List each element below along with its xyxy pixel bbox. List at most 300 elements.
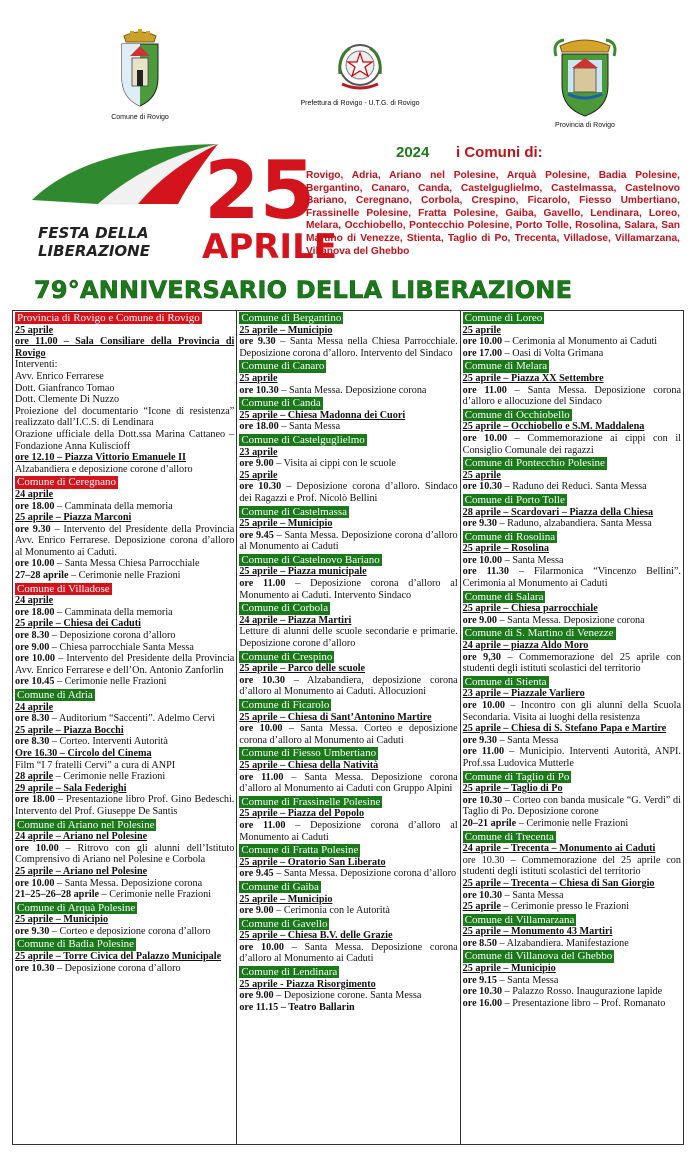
event-text: – Incontro con gli alunni della Scuola Secondaria. Visita ai luoghi della resistenza (462, 700, 681, 723)
event-time: ore 8.30 (15, 736, 50, 748)
comune-heading: Comune di Villamarzana (464, 913, 575, 926)
event-time: ore 11.15 – Teatro Ballarin (239, 1001, 355, 1013)
event-date: 24 aprile (15, 701, 54, 713)
comune-heading: Comune di Adria (17, 689, 93, 701)
comune-heading: Comune di Ariano nel Polesine (17, 818, 155, 831)
comune-heading: Comune di Rosolina (464, 530, 556, 543)
event-text: – Santa Messa Chiesa Parrocchiale (54, 558, 200, 570)
event-text: – Cerimonie nelle Frazioni (516, 817, 629, 829)
event-line (239, 578, 457, 601)
event-date: 24 aprile – Trecenta – Monumento ai Caduti (462, 843, 656, 855)
event-text: ore 10.30 – Commemorazione del 25 aprile con studenti degli istituti scolastici del territorio (462, 854, 681, 878)
event-line (463, 433, 681, 456)
event-line (463, 700, 681, 723)
event-line (15, 914, 234, 926)
event-time: 20–21 aprile (462, 817, 517, 829)
event-line (463, 543, 681, 555)
event-text: Letture di alunni delle scuole secondarie e primarie. Deposizione corone d’alloro (239, 626, 458, 650)
event-text: – Alzabandiera. Manifestazione (496, 937, 629, 949)
event-line (463, 926, 681, 938)
event-date: 25 aprile – Piazza XX Settembre (462, 372, 604, 384)
event-text: – Cerimonia con le Autorità (273, 905, 390, 917)
event-time: ore 8.30 (15, 713, 50, 725)
event-line (15, 963, 234, 975)
comune-heading: Comune di Salara (464, 590, 544, 603)
event-line (463, 855, 681, 878)
hero-year: 2024 (396, 144, 430, 161)
event-line (239, 325, 457, 337)
comune-heading: Comune di Porto Tolle (464, 493, 565, 506)
event-time: ore 10.00 (462, 700, 505, 711)
comune-heading: Comune di Castelguglielmo (241, 433, 365, 446)
event-line (239, 894, 457, 906)
event-date: 25 aprile – Piazza Marconi (15, 512, 132, 524)
hero-heading: i Comuni di: (456, 144, 543, 161)
event-date: 24 aprile – piazza Aldo Moro (462, 640, 589, 652)
rovigo-crest-icon (118, 28, 162, 110)
comune-heading: Comune di Pontecchio Polesine (464, 457, 605, 470)
event-time: ore 11.00 (462, 746, 505, 758)
rovigo-caption: Comune di Rovigo (111, 114, 169, 121)
festa-line2: LIBERAZIONE (38, 242, 150, 260)
event-time: ore 11.00 (239, 771, 284, 783)
event-line (15, 359, 234, 371)
event-time: ore 18.00 (15, 500, 55, 512)
event-line (15, 630, 234, 642)
provincia-crest-icon (554, 32, 616, 118)
event-line (239, 518, 457, 530)
event-date: 25 aprile (462, 324, 501, 336)
event-date: 25 aprile – Chiesa della Natività (239, 759, 379, 771)
event-time: ore 9.30 (15, 925, 50, 937)
event-text: – Santa Messa (496, 974, 559, 986)
event-date: 25 aprile – Municipio (239, 324, 333, 336)
comune-heading: Comune di Melara (464, 360, 548, 373)
event-line (239, 820, 457, 843)
comune-heading: Comune di Castelnovo Bariano (241, 553, 380, 566)
event-text: – Raduno, alzabandiera. Santa Messa (496, 518, 652, 530)
event-text: Dott. Gianfranco Tomao (15, 382, 115, 394)
event-time: ore 16.00 (462, 997, 503, 1009)
event-line (239, 990, 457, 1002)
event-date: 25 aprile – Occhiobello e S.M. Maddalena (462, 421, 645, 433)
event-line (15, 713, 234, 725)
event-line (463, 735, 681, 747)
event-line (239, 942, 457, 965)
event-line (15, 501, 234, 513)
event-date: 25 aprile – Chiesa parrocchiale (462, 603, 598, 615)
comune-heading: Comune di Crespino (241, 650, 333, 663)
event-line (463, 746, 681, 769)
comune-heading: Comune di Bergantino (241, 312, 342, 324)
event-date: 24 aprile – Ariano nel Polesine (15, 831, 148, 843)
event-line (239, 481, 457, 504)
event-date: 25 aprile – Chiesa dei Caduti (15, 618, 141, 630)
comune-heading: Comune di Arquà Polesine (17, 901, 136, 914)
event-text: – Cerimonie nelle Frazioni (68, 570, 181, 582)
event-line (239, 470, 457, 482)
event-line (15, 702, 234, 714)
event-text: – Santa Messa. Corteo e deposizione corona d’alloro al Monumento ai Caduti (239, 723, 458, 746)
event-text: Avv. Enrico Ferrarese (15, 370, 104, 382)
event-time: ore 9.30 (462, 518, 497, 530)
event-time: ore 10.00 (462, 554, 503, 566)
event-line (239, 385, 457, 397)
prefettura-caption: Prefettura di Rovigo - U.T.G. di Rovigo (300, 100, 420, 107)
event-text: – Santa Messa. Deposizione corona d’alloro al Monumento ai Caduti (239, 529, 458, 553)
event-date: 25 aprile – Rosolina (462, 543, 549, 555)
event-time: ore 9.00 (239, 990, 274, 1002)
event-line (15, 843, 234, 866)
event-line (239, 373, 457, 385)
program-grid (12, 310, 684, 1145)
event-text: Proiezione del documentario “Icone di resistenza” realizzato dall’I.C.S. di Lendinara (15, 405, 235, 429)
event-date: 25 aprile (239, 469, 278, 481)
event-date: 28 aprile (15, 771, 54, 783)
comune-heading: Provincia di Rovigo e Comune di Rovigo (17, 312, 200, 324)
event-date: 25 aprile – Piazza Bocchi (15, 724, 124, 736)
event-time: ore 9.15 (462, 974, 497, 986)
event-line (463, 566, 681, 589)
event-line (15, 676, 234, 688)
event-date: ore 11.00 – Sala Consiliare della Provincia di Rovigo (15, 336, 235, 359)
event-line (15, 524, 234, 559)
event-line (15, 558, 234, 570)
event-date: 25 aprile – Municipio (239, 518, 333, 530)
comune-heading: Comune di Gaiba (241, 880, 319, 893)
comune-heading: Comune di Castelmassa (241, 505, 348, 518)
event-line (15, 595, 234, 607)
event-time: ore 10.30 (15, 962, 55, 974)
event-line (239, 458, 457, 470)
event-line (15, 429, 234, 452)
event-text: – Santa Messa (496, 734, 559, 746)
event-time: ore 10.30 (462, 481, 503, 493)
event-line (15, 951, 234, 963)
event-line (15, 570, 234, 582)
event-line (15, 371, 234, 383)
event-text: Interventi: (15, 359, 58, 371)
event-time: ore 9.30 (239, 336, 276, 348)
event-line (15, 926, 234, 938)
event-time: ore 10.30 (239, 384, 279, 396)
event-date: 25 aprile – Municipio (15, 914, 109, 926)
event-text: – Commemorazione ai cippi con il Consiglio Comunale dei ragazzi (462, 432, 681, 456)
event-text: – Cerimonie nelle Frazioni (99, 889, 212, 901)
comune-heading: Comune di Canda (241, 397, 321, 410)
event-text: – Presentazione libro – Prof. Romanato (502, 997, 666, 1009)
event-line (15, 336, 234, 359)
event-line (15, 736, 234, 748)
event-time: ore 10.00 (239, 723, 283, 735)
event-line (239, 930, 457, 942)
event-line (15, 831, 234, 843)
comune-heading: Comune di Villadose (17, 582, 110, 595)
event-text: – Intervento del Presidente della Provincia Avv. Enrico Ferrarese e dell’On. Antonio Zanforlin (15, 653, 235, 676)
event-date: 25 aprile (462, 901, 501, 913)
event-date: 25 aprile – Chiesa di S. Stefano Papa e Martire (462, 723, 667, 735)
event-line (239, 410, 457, 422)
event-text: Alzabandiera e deposizione corone d’alloro (15, 463, 193, 475)
event-line (239, 675, 457, 698)
event-date: 25 aprile – Parco delle scuole (239, 663, 366, 675)
comune-heading: Comune di Loreo (464, 312, 543, 324)
event-date: 23 aprile (239, 446, 278, 458)
comune-heading: Comune di Occhiobello (464, 408, 570, 421)
event-line (463, 688, 681, 700)
event-time: 21–25–26–28 aprile (15, 889, 100, 901)
event-text: – Santa Messa nella Chiesa Parrocchiale. Deposizione corona d’alloro. Intervento del Sindaco (239, 336, 458, 359)
event-line (463, 325, 681, 337)
event-line (15, 725, 234, 737)
event-date: 25 aprile – Torre Civica del Palazzo Municipale (15, 951, 222, 963)
event-date: 25 aprile – Monumento 43 Martiri (462, 926, 613, 938)
event-text: – Intervento del Presidente della Provincia Avv. Enrico Ferrarese. Deposizione corona d’alloro al Monumento ai Caduti. (15, 523, 235, 558)
comune-heading: Comune di Trecenta (464, 830, 554, 843)
event-time: ore 18.00 (239, 421, 279, 433)
event-line (15, 794, 234, 817)
event-line (15, 642, 234, 654)
event-line (463, 373, 681, 385)
comune-heading: Comune di Fratta Polesine (241, 844, 359, 857)
event-line (15, 489, 234, 501)
event-line (239, 615, 457, 627)
comune-heading: Comune di Ficarolo (241, 699, 330, 711)
event-text: – Alzabandiera, deposizione corona d’alloro al Monumento ai Caduti. Allocuzioni (239, 674, 458, 698)
event-line (239, 723, 457, 746)
event-time: ore 9,30 (462, 651, 501, 663)
event-date: 25 aprile – Chiesa Madonna dei Cuori (239, 409, 406, 421)
event-time: 27–28 aprile (15, 570, 69, 582)
event-line (463, 998, 681, 1010)
event-date: 25 aprile – Chiesa di Sant’Antonino Martire (239, 711, 432, 723)
event-time: ore 10.00 (15, 653, 55, 665)
event-line (15, 325, 234, 337)
comune-heading: Comune di Lendinara (241, 966, 338, 979)
event-line (15, 653, 234, 676)
event-line (239, 663, 457, 675)
event-line (463, 975, 681, 987)
event-text: – Municipio. Interventi Autorità, ANPI. Prof.ssa Ludovica Mutterle (462, 746, 681, 769)
event-text: – Corteo con banda musicale “G. Verdi” di Taglio di Po. Deposizione corone (462, 794, 681, 818)
event-line (15, 607, 234, 619)
event-line (15, 383, 234, 395)
event-time: ore 10.30 (462, 794, 503, 806)
event-date: 25 aprile – Oratorio San Liberato (239, 856, 386, 868)
event-date: 25 aprile (15, 324, 54, 336)
event-line (463, 901, 681, 913)
event-text: – Santa Messa. Deposizione corona (54, 877, 203, 889)
event-time: ore 8.30 (15, 630, 50, 642)
event-line (463, 652, 681, 675)
event-date: 25 aprile – Trecenta – Chiesa di San Giorgio (462, 877, 655, 889)
event-text: – Commemorazione del 25 aprile con studenti degli istituti scolastici del territorio (462, 651, 681, 675)
event-line (15, 406, 234, 429)
event-text: – Deposizione corona d’alloro (54, 962, 181, 974)
event-text: – Deposizione corona d’alloro al Monumento ai Caduti. Intervento Sindaco (239, 578, 458, 601)
comune-heading: Comune di S. Martino di Venezze (464, 627, 614, 640)
provincia-caption: Provincia di Rovigo (555, 122, 615, 129)
event-text: – Chiesa parrocchiale Santa Messa (49, 641, 194, 653)
event-line (463, 336, 681, 348)
event-text: Film “I 7 fratelli Cervi” a cura di ANPI (15, 759, 176, 771)
event-line (15, 394, 234, 406)
event-line (239, 868, 457, 880)
event-line (463, 348, 681, 360)
comune-heading: Comune di Fiesso Umbertiano (241, 747, 377, 760)
event-date: 24 aprile (15, 595, 54, 607)
comune-rovigo-logo (110, 28, 170, 121)
comune-heading: Comune di Villanova del Ghebbo (464, 950, 613, 963)
event-text: – Filarmonica “Vincenzo Bellini”. Cerimonia al Monumento ai Caduti (462, 566, 681, 590)
event-time: ore 10.00 (15, 558, 55, 570)
event-line (463, 890, 681, 902)
event-text: – Santa Messa. Deposizione corona d’alloro e allocuzione del Sindaco (462, 384, 681, 408)
event-time: ore 11.00 (462, 384, 507, 396)
event-line (463, 615, 681, 627)
event-time: ore 10.45 (15, 676, 55, 688)
event-line (239, 772, 457, 795)
hero-word: APRILE (202, 227, 337, 267)
event-time: ore 9.30 (15, 523, 51, 535)
event-line (239, 566, 457, 578)
event-line (463, 938, 681, 950)
event-time: ore 8.50 (462, 937, 497, 949)
comune-heading: Comune di Corbola (241, 602, 329, 615)
comune-heading: Comune di Ceregnano (17, 476, 116, 489)
event-date: 25 aprile – Piazza municipale (239, 566, 367, 578)
event-time: ore 9.30 (462, 734, 497, 746)
event-line (463, 723, 681, 735)
event-line (463, 470, 681, 482)
comune-heading: Comune di Taglio di Po (464, 770, 570, 783)
program-column-2 (236, 311, 459, 1144)
event-text: Orazione ufficiale della Dott.ssa Marina Cattaneo – Fondazione Anna Kuliscioff (15, 428, 235, 452)
event-line (463, 555, 681, 567)
event-line (463, 963, 681, 975)
italian-emblem-icon (330, 36, 390, 96)
comune-heading: Comune di Canaro (241, 360, 325, 373)
tricolore-swoosh-icon (28, 140, 337, 267)
event-time: ore 9.45 (239, 529, 274, 541)
event-line (239, 447, 457, 459)
event-line (463, 878, 681, 890)
event-line (15, 878, 234, 890)
event-line (15, 889, 234, 901)
event-text: – Cerimonia al Monumento ai Caduti (502, 336, 658, 348)
event-time: ore 10.00 (15, 842, 59, 854)
event-line (463, 518, 681, 530)
event-text: – Ritrovo con gli alunni dell’Istituto Comprensivo di Ariano nel Polesine e Corbola (15, 842, 235, 866)
event-line (15, 866, 234, 878)
event-time: ore 11.30 (462, 566, 509, 578)
page-title: 79°ANNIVERSARIO DELLA LIBERAZIONE (34, 276, 573, 304)
comune-heading: Comune di Frassinelle Polesine (241, 795, 381, 808)
event-date: 24 aprile – Piazza Martiri (239, 614, 352, 626)
event-text: – Cerimonie presso le Frazioni (500, 901, 630, 913)
event-date: 25 aprile (239, 372, 278, 384)
event-text: – Santa Messa. Deposizione corona d’alloro (273, 868, 457, 880)
prefettura-logo (300, 36, 420, 107)
event-line (463, 421, 681, 433)
event-date: 28 aprile – Scardovari – Piazza della Chiesa (462, 506, 654, 518)
event-line (463, 507, 681, 519)
event-time: ore 10.00 (239, 941, 284, 953)
event-line (15, 464, 234, 476)
event-text: – Camminata della memoria (54, 500, 173, 512)
event-date: 25 aprile (462, 469, 501, 481)
event-time: ore 9.00 (239, 458, 274, 470)
event-date: 25 aprile – Municipio (239, 893, 333, 905)
event-time: ore 9.45 (239, 868, 274, 880)
event-line (463, 986, 681, 998)
event-line (239, 979, 457, 991)
event-date: 23 aprile – Piazzale Varliero (462, 688, 585, 700)
event-date: Ore 16.30 – Circolo del Cinema (15, 747, 152, 759)
event-line (463, 843, 681, 855)
event-line (239, 905, 457, 917)
event-line (239, 421, 457, 433)
event-line (463, 818, 681, 830)
event-text: – Santa Messa (502, 554, 564, 566)
event-line (15, 512, 234, 524)
hero-number: 25 (204, 144, 316, 237)
comune-heading: Comune di Stienta (464, 675, 547, 688)
event-text: – Auditorium “Saccenti”. Adelmo Cervi (49, 713, 216, 725)
event-text: – Oasi di Volta Grimana (502, 347, 604, 359)
event-line (15, 771, 234, 783)
event-text: – Cerimonie nelle Frazioni (54, 676, 167, 688)
event-line (463, 603, 681, 615)
event-line (463, 385, 681, 408)
event-line (463, 783, 681, 795)
event-line (239, 857, 457, 869)
event-line (239, 760, 457, 772)
festa-liberazione-graphic (28, 140, 337, 267)
provincia-rovigo-logo (540, 32, 630, 129)
event-text: – Santa Messa (278, 421, 341, 433)
event-text: – Deposizione corone. Santa Messa (273, 990, 422, 1002)
event-text: – Visita ai cippi con le scuole (273, 458, 396, 470)
event-date: 25 aprile - Piazza Risorgimento (239, 978, 376, 990)
event-time: ore 18.00 (15, 606, 55, 618)
event-line (239, 530, 457, 553)
event-text: – Corteo. Interventi Autorità (49, 736, 168, 748)
event-date: ore 12.10 – Piazza Vittorio Emanuele II (15, 452, 186, 464)
event-time: ore 10.00 (462, 432, 508, 444)
event-text: – Palazzo Rosso. Inaugurazione lapide (502, 986, 663, 998)
event-text: – Santa Messa. Deposizione corona (496, 614, 645, 626)
comune-heading: Comune di Gavello (241, 917, 328, 930)
event-line (239, 712, 457, 724)
event-time: ore 9.00 (15, 641, 50, 653)
event-line (239, 626, 457, 649)
event-time: ore 10.30 (239, 481, 282, 493)
event-time: ore 18.00 (15, 794, 55, 806)
event-text: – Deposizione corona d’alloro al Monumento ai Caduti (239, 819, 458, 843)
event-line (463, 795, 681, 818)
event-time: ore 9.00 (239, 905, 274, 917)
event-time: ore 10.00 (15, 877, 55, 889)
event-time: ore 10.30 (462, 889, 503, 901)
event-text: Dott. Clemente Di Nuzzo (15, 394, 120, 406)
event-time: ore 11.00 (239, 578, 286, 590)
event-time: ore 10.30 (462, 986, 503, 998)
event-time: ore 10.00 (462, 336, 503, 348)
event-text: – Cerimonie nelle Frazioni (53, 771, 166, 783)
event-text: – Santa Messa. Deposizione corona (278, 384, 427, 396)
event-text: – Santa Messa. Deposizione corona d’alloro al Monumento ai Caduti con Gruppo Alpini (239, 771, 458, 795)
